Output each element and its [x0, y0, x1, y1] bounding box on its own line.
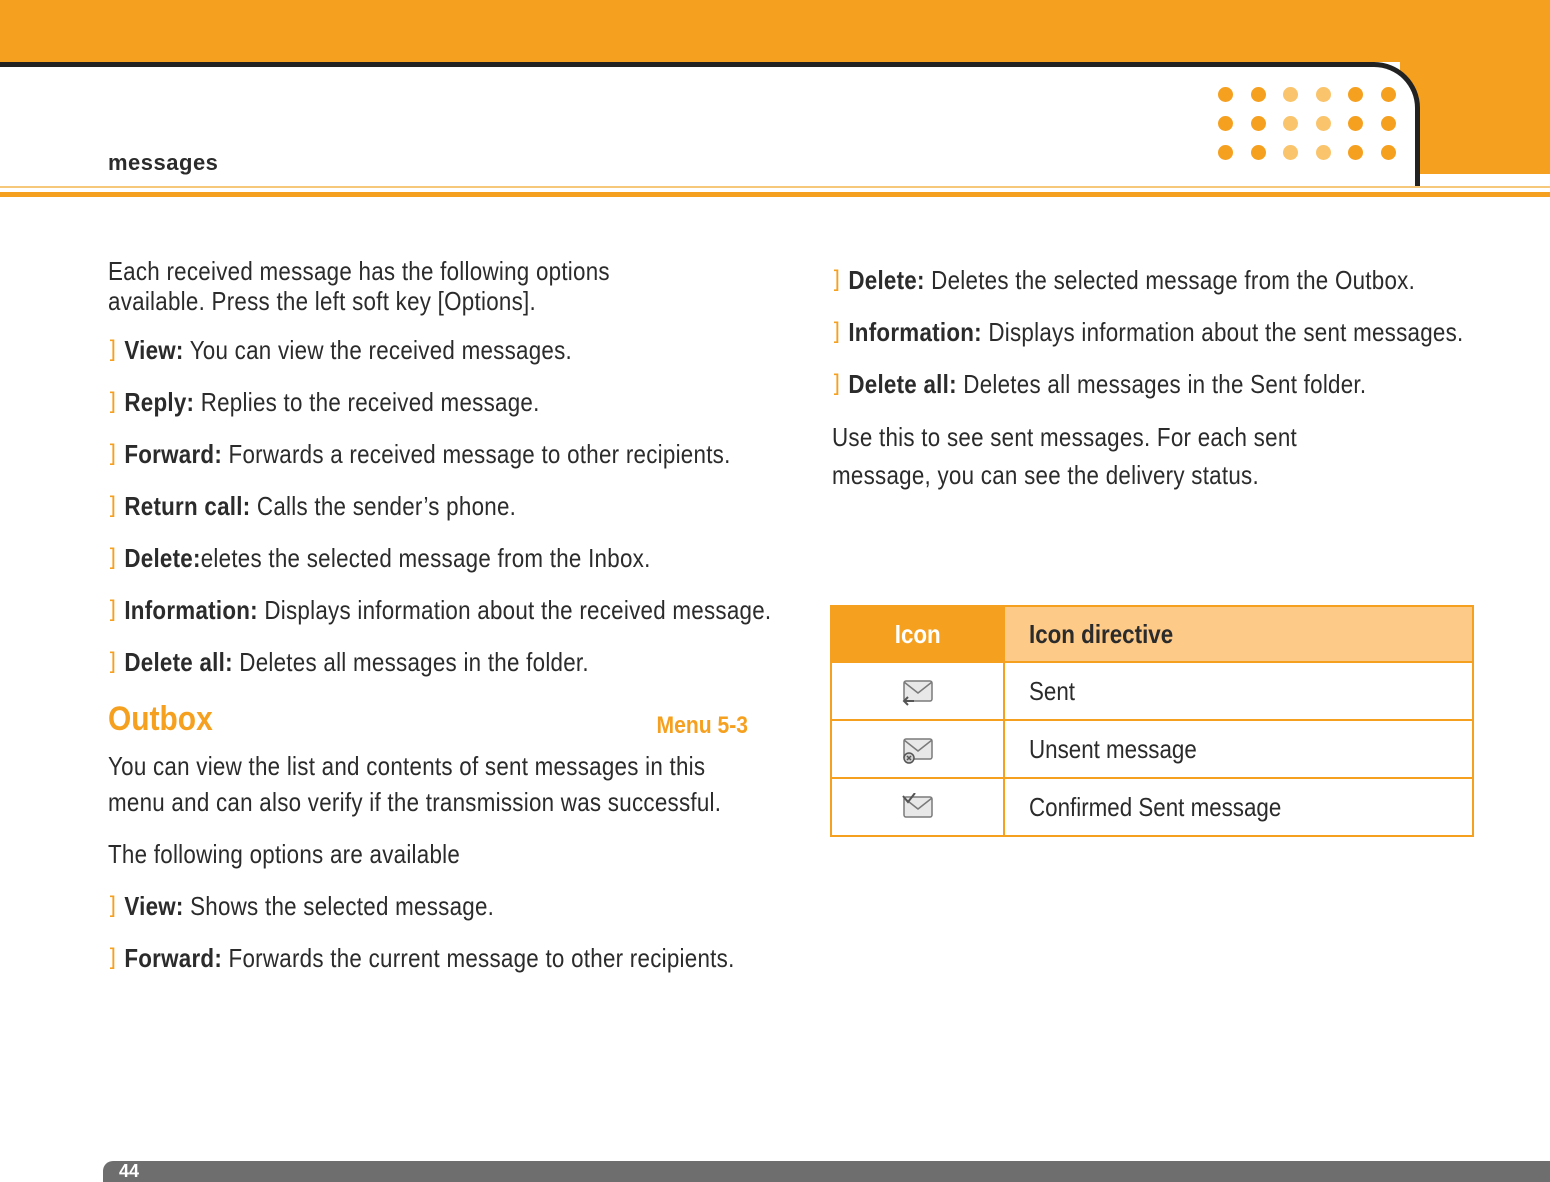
bullet-marker-icon: ] [108, 892, 117, 920]
option-item [108, 488, 778, 524]
decorative-dot [1218, 145, 1233, 160]
option-description: Forwards the current message to other recipients. [222, 943, 735, 973]
option-item [108, 436, 778, 472]
option-item [108, 940, 778, 976]
envelope-sent-icon [900, 675, 936, 705]
table-row [831, 778, 1473, 836]
option-item [832, 366, 1502, 402]
table-directive-cell: Sent [1004, 662, 1473, 720]
table-header-row [831, 606, 1473, 662]
outbox-options-list [108, 888, 758, 992]
decorative-dot [1283, 116, 1298, 131]
option-term: Forward: [124, 943, 223, 973]
envelope-confirmed-icon [900, 791, 936, 821]
bullet-marker-icon: ] [108, 440, 117, 468]
icon-table [830, 605, 1474, 837]
decorative-dot [1381, 116, 1396, 131]
decorative-dot [1316, 145, 1331, 160]
option-item [108, 644, 778, 680]
option-term: Information: [124, 595, 258, 625]
envelope-unsent-icon [900, 733, 936, 763]
table-directive-cell: Unsent message [1004, 720, 1473, 778]
option-description: Shows the selected message. [183, 891, 495, 921]
decorative-dot [1348, 145, 1363, 160]
table-row [831, 662, 1473, 720]
option-term: Return call: [124, 491, 251, 521]
decorative-dot [1218, 87, 1233, 102]
option-item [108, 332, 778, 368]
bullet-marker-icon: ] [108, 944, 117, 972]
option-description: Displays information about the sent messages. [981, 317, 1464, 347]
option-description: Forwards a received message to other recipients. [222, 439, 731, 469]
received-options-list [108, 332, 772, 696]
sent-options-list [832, 262, 1482, 418]
option-item [108, 540, 778, 576]
table-header-directive: Icon directive [1004, 606, 1473, 662]
option-term: Forward: [124, 439, 223, 469]
decorative-dot [1381, 87, 1396, 102]
option-term: Reply: [124, 387, 195, 417]
option-item [832, 262, 1502, 298]
table-icon-cell [831, 720, 1004, 778]
option-description: Deletes all messages in the Sent folder. [956, 369, 1367, 399]
decorative-dot [1218, 116, 1233, 131]
table-directive-cell: Confirmed Sent message [1004, 778, 1473, 836]
section-label: messages [108, 150, 219, 175]
option-term: Information: [848, 317, 982, 347]
header-orange-band [0, 0, 1550, 62]
page-number: 44 [119, 1161, 140, 1181]
intro-paragraph: Each received message has the following options available. Press the left soft key [Options]. [108, 256, 610, 316]
bullet-marker-icon: ] [108, 388, 117, 416]
option-description: Replies to the received message. [194, 387, 540, 417]
option-description: eletes the selected message from the Inbox. [200, 543, 651, 573]
header-divider [0, 192, 1550, 197]
decorative-dot [1316, 87, 1331, 102]
bullet-marker-icon: ] [108, 596, 117, 624]
option-description: Displays information about the received message. [257, 595, 772, 625]
bullet-marker-icon: ] [832, 318, 841, 346]
right-column [832, 262, 1482, 494]
outbox-heading-row [108, 696, 748, 748]
option-description: You can view the received messages. [183, 335, 573, 365]
bullet-marker-icon: ] [108, 544, 117, 572]
option-term: Delete all: [848, 369, 957, 399]
bullet-marker-icon: ] [832, 370, 841, 398]
sent-description: Use this to see sent messages. For each sent message, you can see the delivery status. [832, 422, 1297, 490]
bullet-marker-icon: ] [108, 648, 117, 676]
table-row [831, 720, 1473, 778]
decorative-dot [1251, 87, 1266, 102]
outbox-title: Outbox [108, 700, 213, 738]
option-item [108, 888, 778, 924]
option-term: View: [124, 891, 184, 921]
footer-bar [103, 1161, 1550, 1182]
header-divider-thin [0, 186, 1550, 188]
outbox-menu-number: Menu 5-3 [656, 712, 748, 739]
option-term: Delete: [848, 265, 925, 295]
bullet-marker-icon: ] [832, 266, 841, 294]
option-description: Calls the sender’s phone. [250, 491, 517, 521]
decorative-dot [1251, 116, 1266, 131]
table-icon-cell [831, 662, 1004, 720]
decorative-dot [1316, 116, 1331, 131]
option-term: Delete all: [124, 647, 233, 677]
bullet-marker-icon: ] [108, 336, 117, 364]
bullet-marker-icon: ] [108, 492, 117, 520]
header-orange-corner [1400, 0, 1550, 174]
option-item [108, 384, 778, 420]
decorative-dot [1381, 145, 1396, 160]
option-description: Deletes all messages in the folder. [232, 647, 589, 677]
table-header-icon: Icon [831, 606, 1004, 662]
option-term: Delete: [124, 543, 201, 573]
decorative-dot-grid [1218, 87, 1397, 161]
table-icon-cell [831, 778, 1004, 836]
decorative-dot [1251, 145, 1266, 160]
option-item [832, 314, 1502, 350]
outbox-description: You can view the list and contents of sent messages in this menu and can also verify if the transmission was successful. [108, 751, 722, 817]
decorative-dot [1283, 87, 1298, 102]
option-term: View: [124, 335, 184, 365]
decorative-dot [1283, 145, 1298, 160]
following-options-text: The following options are available [108, 839, 461, 869]
decorative-dot [1348, 116, 1363, 131]
option-description: Deletes the selected message from the Outbox. [924, 265, 1416, 295]
left-column [108, 256, 772, 992]
decorative-dot [1348, 87, 1363, 102]
option-item [108, 592, 778, 628]
